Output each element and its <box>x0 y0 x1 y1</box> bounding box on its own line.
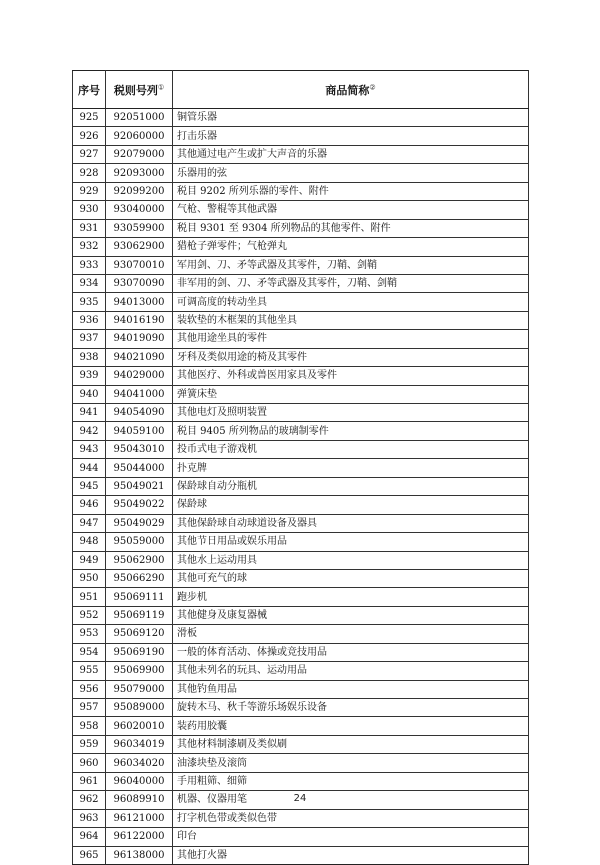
header-code-label: 税则号列 <box>113 83 158 97</box>
table-row <box>73 182 529 200</box>
table-row <box>73 385 529 403</box>
table-row <box>73 274 529 292</box>
header-code-footnote: ① <box>157 82 165 91</box>
table-row <box>73 311 529 329</box>
row-code-cell: 96034020 <box>106 754 173 772</box>
row-name-cell: 税目 9301 至 9304 所列物品的其他零件、附件 <box>173 219 529 237</box>
row-name-cell: 其他通过电产生或扩大声音的乐器 <box>173 145 529 163</box>
table-row <box>73 404 529 422</box>
table-body <box>73 109 529 865</box>
row-code-cell: 96122000 <box>106 828 173 846</box>
row-code-cell: 95069190 <box>106 643 173 661</box>
row-name-cell: 其他电灯及照明装置 <box>173 404 529 422</box>
table-row <box>73 606 529 624</box>
table-row <box>73 367 529 385</box>
row-seq-cell: 939 <box>73 367 106 385</box>
row-seq-cell: 953 <box>73 625 106 643</box>
table-row <box>73 809 529 827</box>
row-name-cell: 其他用途坐具的零件 <box>173 330 529 348</box>
row-seq-cell: 956 <box>73 680 106 698</box>
table-row <box>73 754 529 772</box>
table-row <box>73 772 529 790</box>
row-seq-cell: 947 <box>73 514 106 532</box>
row-name-cell: 跑步机 <box>173 588 529 606</box>
table-row <box>73 219 529 237</box>
table-row <box>73 551 529 569</box>
row-seq-cell: 949 <box>73 551 106 569</box>
row-seq-cell: 932 <box>73 238 106 256</box>
row-code-cell: 92099200 <box>106 182 173 200</box>
row-seq-cell: 937 <box>73 330 106 348</box>
row-name-cell: 乐器用的弦 <box>173 164 529 182</box>
row-seq-cell: 929 <box>73 182 106 200</box>
row-name-cell: 一般的体育活动、体操或竞技用品 <box>173 643 529 661</box>
row-name-cell: 滑板 <box>173 625 529 643</box>
table-row <box>73 127 529 145</box>
header-name <box>173 71 529 109</box>
row-code-cell: 95044000 <box>106 459 173 477</box>
table-row <box>73 828 529 846</box>
row-name-cell: 机器、仪器用笔 <box>173 791 529 809</box>
row-code-cell: 96121000 <box>106 809 173 827</box>
row-code-cell: 94016190 <box>106 311 173 329</box>
row-name-cell: 其他未列名的玩具、运动用品 <box>173 662 529 680</box>
row-code-cell: 95069111 <box>106 588 173 606</box>
row-code-cell: 92079000 <box>106 145 173 163</box>
row-code-cell: 94041000 <box>106 385 173 403</box>
row-name-cell: 装软垫的木框架的其他坐具 <box>173 311 529 329</box>
row-seq-cell: 926 <box>73 127 106 145</box>
row-code-cell: 94013000 <box>106 293 173 311</box>
row-name-cell: 其他可充气的球 <box>173 569 529 587</box>
row-code-cell: 93062900 <box>106 238 173 256</box>
row-code-cell: 95049029 <box>106 514 173 532</box>
row-name-cell: 税目 9405 所列物品的玻璃制零件 <box>173 422 529 440</box>
row-name-cell: 打字机色带或类似色带 <box>173 809 529 827</box>
row-code-cell: 92051000 <box>106 109 173 127</box>
row-name-cell: 其他节日用品或娱乐用品 <box>173 533 529 551</box>
table-row <box>73 145 529 163</box>
row-name-cell: 可调高度的转动坐具 <box>173 293 529 311</box>
table-row <box>73 422 529 440</box>
row-seq-cell: 935 <box>73 293 106 311</box>
row-seq-cell: 940 <box>73 385 106 403</box>
row-name-cell: 气枪、警棍等其他武器 <box>173 201 529 219</box>
header-row <box>73 71 529 109</box>
row-seq-cell: 927 <box>73 145 106 163</box>
row-code-cell: 95089000 <box>106 699 173 717</box>
row-seq-cell: 954 <box>73 643 106 661</box>
row-code-cell: 95043010 <box>106 440 173 458</box>
table-row <box>73 533 529 551</box>
header-name-footnote: ② <box>369 82 376 91</box>
row-code-cell: 94021090 <box>106 348 173 366</box>
row-seq-cell: 957 <box>73 699 106 717</box>
row-name-cell: 税目 9202 所列乐器的零件、附件 <box>173 182 529 200</box>
row-code-cell: 92060000 <box>106 127 173 145</box>
row-seq-cell: 941 <box>73 404 106 422</box>
row-seq-cell: 933 <box>73 256 106 274</box>
table-row <box>73 459 529 477</box>
table-row <box>73 514 529 532</box>
row-code-cell: 92093000 <box>106 164 173 182</box>
row-seq-cell: 928 <box>73 164 106 182</box>
table-row <box>73 477 529 495</box>
table-row <box>73 569 529 587</box>
row-code-cell: 95069119 <box>106 606 173 624</box>
row-name-cell: 牙科及类似用途的椅及其零件 <box>173 348 529 366</box>
row-code-cell: 96138000 <box>106 846 173 864</box>
table-row <box>73 625 529 643</box>
table-row <box>73 717 529 735</box>
row-code-cell: 95062900 <box>106 551 173 569</box>
row-code-cell: 95059000 <box>106 533 173 551</box>
row-code-cell: 95066290 <box>106 569 173 587</box>
row-name-cell: 猎枪子弹零件；气枪弹丸 <box>173 238 529 256</box>
row-seq-cell: 948 <box>73 533 106 551</box>
table-row <box>73 496 529 514</box>
row-code-cell: 95069900 <box>106 662 173 680</box>
table-row <box>73 588 529 606</box>
row-seq-cell: 936 <box>73 311 106 329</box>
table-row <box>73 109 529 127</box>
row-name-cell: 其他保龄球自动球道设备及器具 <box>173 514 529 532</box>
row-seq-cell: 944 <box>73 459 106 477</box>
row-seq-cell: 938 <box>73 348 106 366</box>
row-name-cell: 扑克牌 <box>173 459 529 477</box>
row-name-cell: 打击乐器 <box>173 127 529 145</box>
row-name-cell: 保龄球 <box>173 496 529 514</box>
row-name-cell: 保龄球自动分瓶机 <box>173 477 529 495</box>
row-code-cell: 95079000 <box>106 680 173 698</box>
table-row <box>73 164 529 182</box>
row-code-cell: 93070010 <box>106 256 173 274</box>
row-name-cell: 其他钓鱼用品 <box>173 680 529 698</box>
row-code-cell: 94059100 <box>106 422 173 440</box>
row-name-cell: 装药用胶囊 <box>173 717 529 735</box>
row-name-cell: 印台 <box>173 828 529 846</box>
table-row <box>73 440 529 458</box>
row-code-cell: 93059900 <box>106 219 173 237</box>
row-seq-cell: 931 <box>73 219 106 237</box>
row-name-cell: 其他材料制漆刷及类似刷 <box>173 735 529 753</box>
row-seq-cell: 964 <box>73 828 106 846</box>
table-row <box>73 201 529 219</box>
page-number: 24 <box>293 793 307 804</box>
row-name-cell: 旋转木马、秋千等游乐场娱乐设备 <box>173 699 529 717</box>
tariff-table <box>72 70 529 865</box>
row-code-cell: 96089910 <box>106 791 173 809</box>
table-row <box>73 256 529 274</box>
row-seq-cell: 955 <box>73 662 106 680</box>
row-name-cell: 手用粗筛、细筛 <box>173 772 529 790</box>
table-row <box>73 348 529 366</box>
row-seq-cell: 952 <box>73 606 106 624</box>
row-name-cell: 投币式电子游戏机 <box>173 440 529 458</box>
header-code <box>106 71 173 109</box>
header-seq-label: 序号 <box>78 83 100 97</box>
row-name-cell: 弹簧床垫 <box>173 385 529 403</box>
row-code-cell: 95049021 <box>106 477 173 495</box>
row-seq-cell: 959 <box>73 735 106 753</box>
row-code-cell: 93070090 <box>106 274 173 292</box>
row-code-cell: 94019090 <box>106 330 173 348</box>
table-row <box>73 238 529 256</box>
row-name-cell: 铜管乐器 <box>173 109 529 127</box>
row-seq-cell: 946 <box>73 496 106 514</box>
row-code-cell: 95049022 <box>106 496 173 514</box>
table-row <box>73 643 529 661</box>
row-code-cell: 96040000 <box>106 772 173 790</box>
row-name-cell: 非军用的剑、刀、矛等武器及其零件，刀鞘、剑鞘 <box>173 274 529 292</box>
table-row <box>73 680 529 698</box>
row-code-cell: 95069120 <box>106 625 173 643</box>
row-name-cell: 其他打火器 <box>173 846 529 864</box>
row-code-cell: 94054090 <box>106 404 173 422</box>
row-name-cell: 油漆块垫及滚筒 <box>173 754 529 772</box>
row-name-cell: 军用剑、刀、矛等武器及其零件，刀鞘、剑鞘 <box>173 256 529 274</box>
row-seq-cell: 960 <box>73 754 106 772</box>
row-seq-cell: 962 <box>73 791 106 809</box>
row-code-cell: 96020010 <box>106 717 173 735</box>
table-row <box>73 735 529 753</box>
table-row <box>73 846 529 864</box>
row-code-cell: 96034019 <box>106 735 173 753</box>
table-row <box>73 662 529 680</box>
row-seq-cell: 943 <box>73 440 106 458</box>
row-name-cell: 其他医疗、外科或兽医用家具及零件 <box>173 367 529 385</box>
row-name-cell: 其他健身及康复器械 <box>173 606 529 624</box>
row-seq-cell: 945 <box>73 477 106 495</box>
row-seq-cell: 963 <box>73 809 106 827</box>
row-code-cell: 94029000 <box>106 367 173 385</box>
row-code-cell: 93040000 <box>106 201 173 219</box>
row-seq-cell: 942 <box>73 422 106 440</box>
table-row <box>73 293 529 311</box>
row-name-cell: 其他水上运动用具 <box>173 551 529 569</box>
header-seq <box>73 71 106 109</box>
row-seq-cell: 961 <box>73 772 106 790</box>
header-name-label: 商品简称 <box>325 83 370 97</box>
table-row <box>73 699 529 717</box>
table-header <box>73 71 529 109</box>
table-row <box>73 330 529 348</box>
row-seq-cell: 925 <box>73 109 106 127</box>
row-seq-cell: 951 <box>73 588 106 606</box>
row-seq-cell: 958 <box>73 717 106 735</box>
row-seq-cell: 950 <box>73 569 106 587</box>
row-seq-cell: 930 <box>73 201 106 219</box>
row-seq-cell: 934 <box>73 274 106 292</box>
row-seq-cell: 965 <box>73 846 106 864</box>
